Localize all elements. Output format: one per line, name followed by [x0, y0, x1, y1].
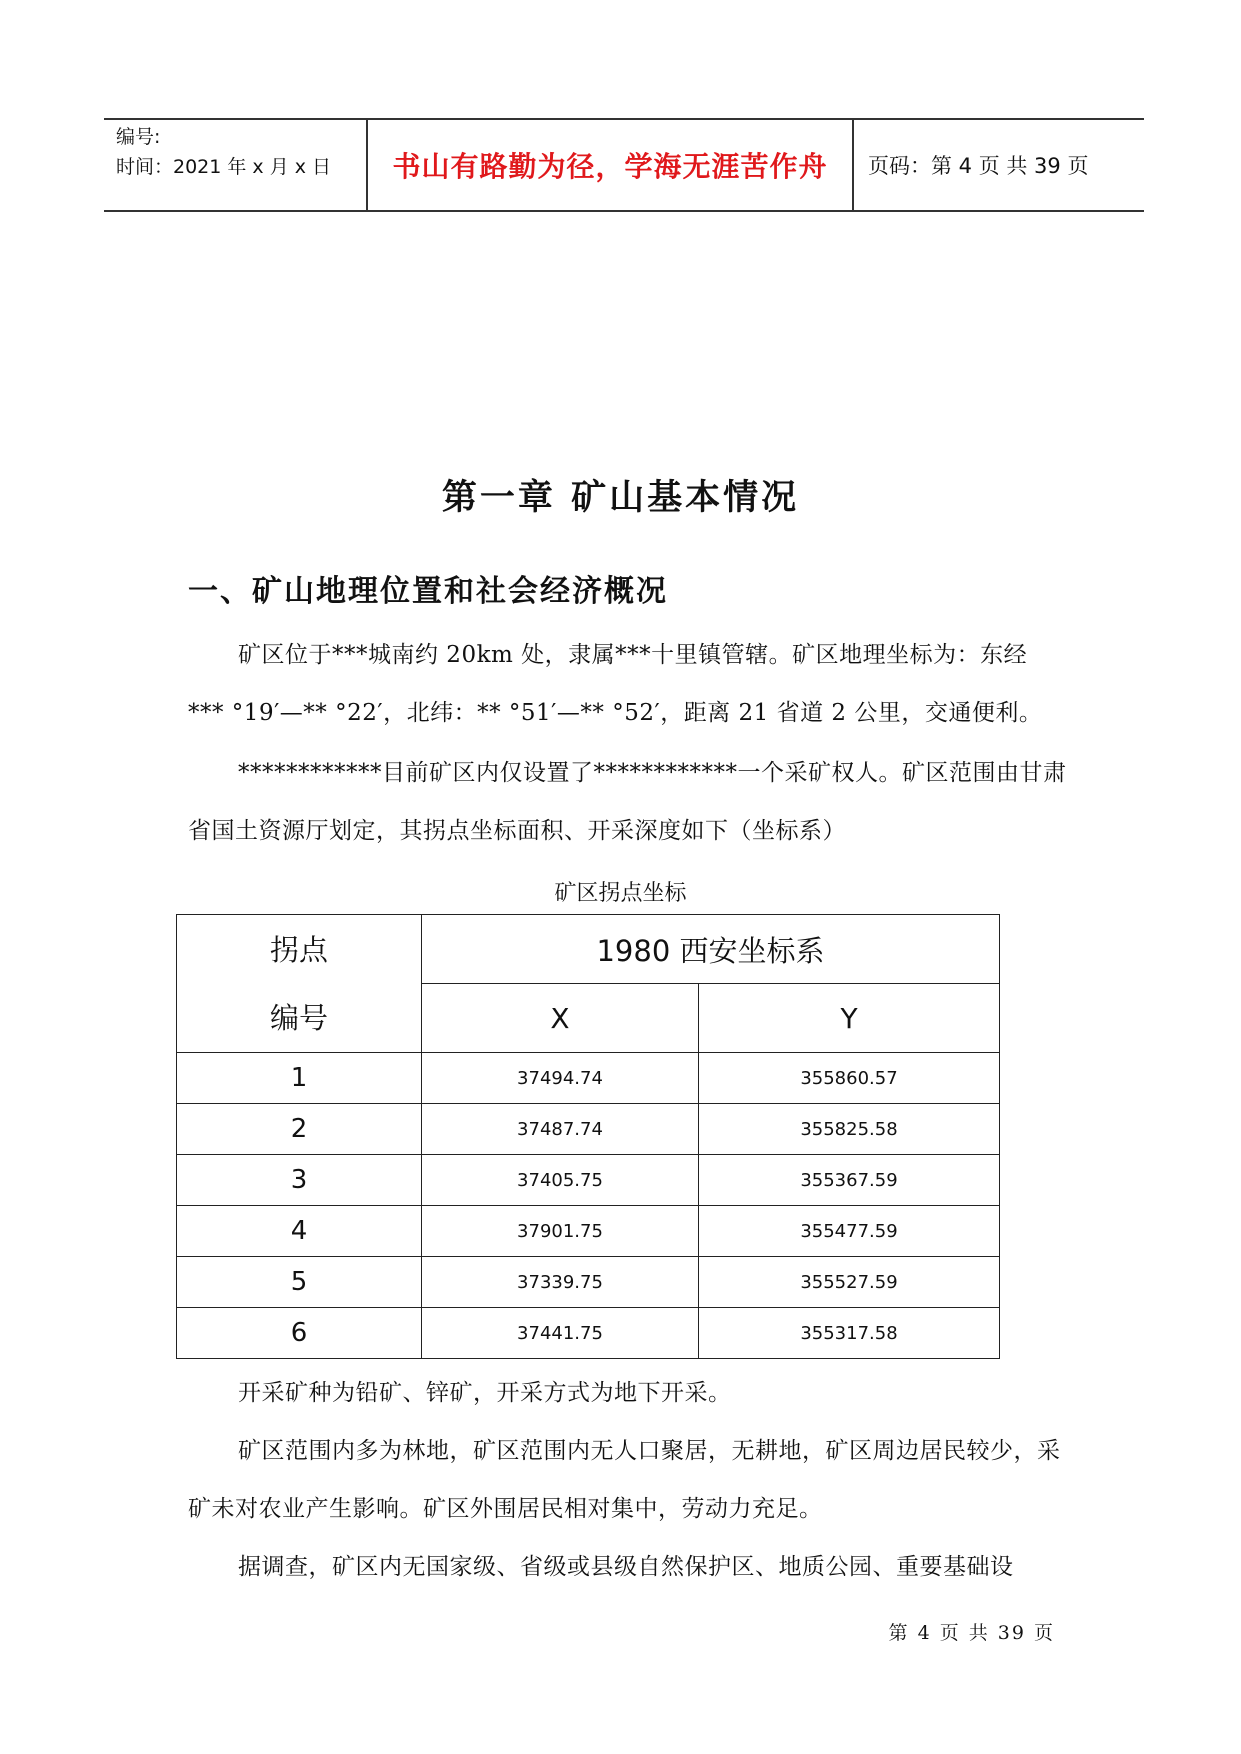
- header-y: Y: [699, 984, 1000, 1053]
- section-title: 一、矿山地理位置和社会经济概况: [188, 574, 668, 609]
- table-row: [177, 1308, 1000, 1359]
- point-x: 37339.75: [422, 1257, 699, 1308]
- paragraph-mineral-type: 开采矿种为铅矿、锌矿，开采方式为地下开采。: [238, 1380, 732, 1406]
- table-row: [177, 1104, 1000, 1155]
- coordinates-table: [176, 914, 1000, 1359]
- chapter-title: 第一章 矿山基本情况: [441, 477, 800, 518]
- serial-number-label: 编号:: [116, 126, 161, 148]
- table-row: [177, 1206, 1000, 1257]
- point-x: 37405.75: [422, 1155, 699, 1206]
- table-row: [177, 1053, 1000, 1104]
- table-caption: 矿区拐点坐标: [554, 881, 687, 906]
- table-row: [177, 1155, 1000, 1206]
- table-row: [177, 1257, 1000, 1308]
- point-y: 355527.59: [699, 1257, 1000, 1308]
- date-label: 时间：2021 年 x 月 x 日: [116, 156, 332, 178]
- paragraph-mining-right: ************目前矿区内仅设置了************一个采矿权人。矿区范围由甘肃省国土资源厅划定，其拐点坐标面积、开采深度如下（坐标系）: [188, 760, 1067, 844]
- point-y: 355860.57: [699, 1053, 1000, 1104]
- point-y: 355367.59: [699, 1155, 1000, 1206]
- point-id: 5: [177, 1257, 422, 1308]
- point-id: 2: [177, 1104, 422, 1155]
- point-y: 355825.58: [699, 1104, 1000, 1155]
- header-point-line1: 拐点: [269, 932, 328, 967]
- paragraph-location: 矿区位于***城南约 20km 处，隶属***十里镇管辖。矿区地理坐标为：东经 *** °19′—** °22′，北纬：** °51′—** °52′，距离 21 省道 2 公里，交通便利。: [188, 642, 1043, 726]
- point-x: 37487.74: [422, 1104, 699, 1155]
- point-y: 355477.59: [699, 1206, 1000, 1257]
- point-x: 37494.74: [422, 1053, 699, 1104]
- point-id: 1: [177, 1053, 422, 1104]
- point-id: 6: [177, 1308, 422, 1359]
- point-y: 355317.58: [699, 1308, 1000, 1359]
- paragraph-survey: 据调查，矿区内无国家级、省级或县级自然保护区、地质公园、重要基础设: [238, 1554, 1014, 1580]
- header-page-info: 页码：第 4 页 共 39 页: [868, 154, 1089, 178]
- point-id: 4: [177, 1206, 422, 1257]
- header-motto: 书山有路勤为径，学海无涯苦作舟: [368, 120, 854, 210]
- header-coordinate-system: 1980 西安坐标系: [422, 915, 1000, 984]
- page-footer: 第 4 页 共 39 页: [888, 1622, 1055, 1644]
- page-header: [104, 118, 1144, 212]
- header-meta: [104, 120, 368, 210]
- point-x: 37901.75: [422, 1206, 699, 1257]
- point-x: 37441.75: [422, 1308, 699, 1359]
- point-id: 3: [177, 1155, 422, 1206]
- paragraph-land-use: 矿区范围内多为林地，矿区范围内无人口聚居，无耕地，矿区周边居民较少，采矿未对农业产生影响。矿区外围居民相对集中，劳动力充足。: [188, 1438, 1061, 1522]
- header-x: X: [422, 984, 699, 1053]
- header-point-number: [177, 915, 422, 1053]
- header-point-line2: 编号: [269, 1000, 328, 1035]
